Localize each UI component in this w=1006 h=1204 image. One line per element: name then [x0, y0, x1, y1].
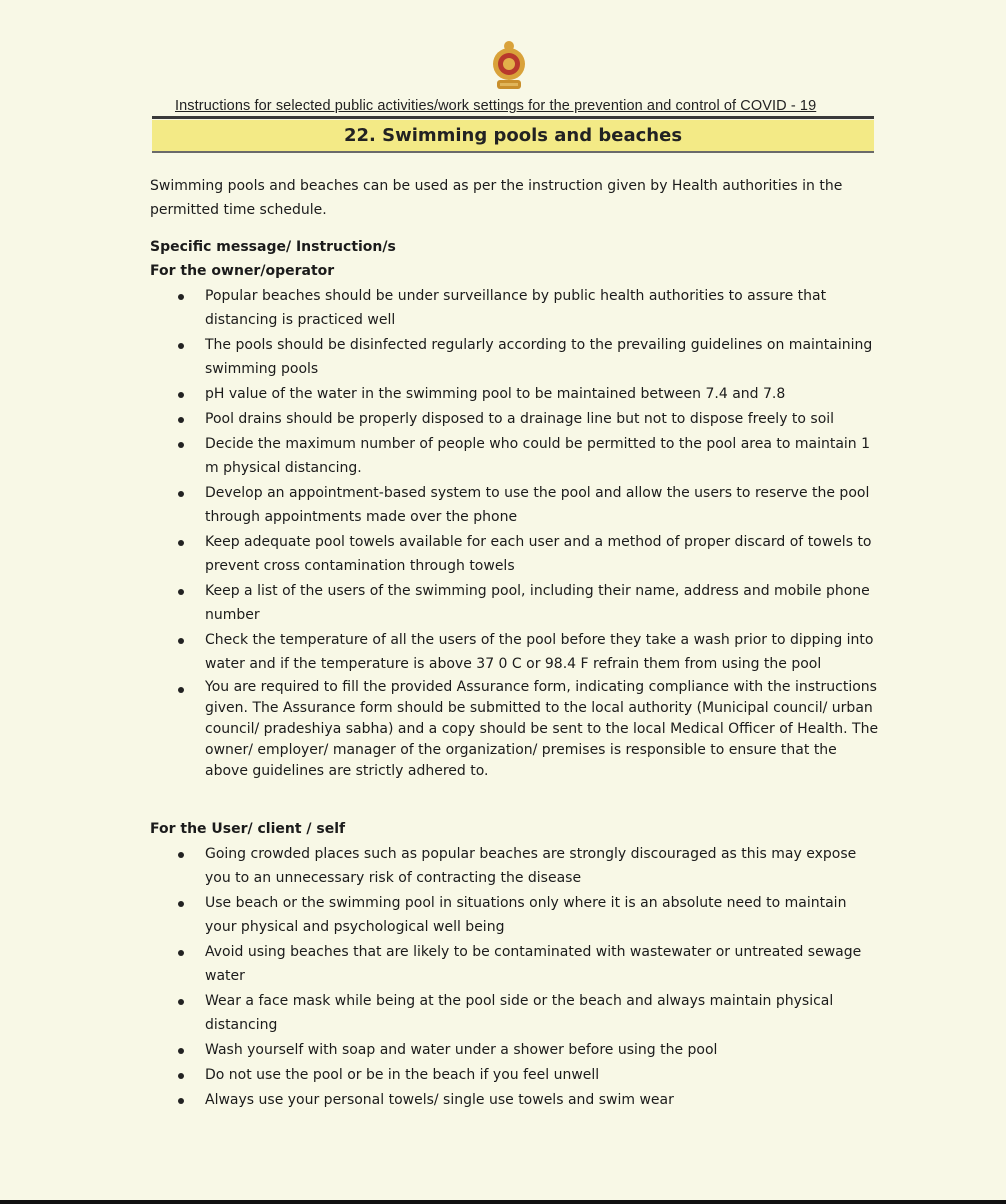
list-item: Develop an appointment-based system to use the pool and allow the users to reserve the pool through appointments made over the phone — [150, 481, 880, 529]
user-instruction-list — [150, 842, 880, 1113]
list-item: Pool drains should be properly disposed to a drainage line but not to dispose freely to soil — [150, 407, 880, 431]
section-title: 22. Swimming pools and beaches — [343, 125, 683, 146]
list-item: You are required to fill the provided Assurance form, indicating compliance with the instructions given. The Assurance form should be submitted to the local authority (Municipal council/ urban council/ pradeshiya sabha) and a copy should be sent to the local Medical Officer of Health. The owner/ employer/ manager of the organization/ premises is responsible to ensure that the above guidelines are strictly adhered to. — [150, 677, 880, 782]
owner-instruction-list — [150, 284, 880, 783]
list-item: Always use your personal towels/ single use towels and swim wear — [150, 1088, 880, 1112]
running-title: Instructions for selected public activities/work settings for the prevention and control of COVID - 19 — [175, 98, 817, 114]
list-item: Popular beaches should be under surveillance by public health authorities to assure that distancing is practiced well — [150, 284, 880, 332]
national-emblem-icon — [491, 40, 527, 92]
list-item: pH value of the water in the swimming pool to be maintained between 7.4 and 7.8 — [150, 382, 880, 406]
section-title-band — [152, 120, 874, 153]
list-item: Going crowded places such as popular beaches are strongly discouraged as this may expose you to an unnecessary risk of contracting the disease — [150, 842, 880, 890]
intro-paragraph: Swimming pools and beaches can be used as per the instruction given by Health authorities in the permitted time schedule. — [150, 178, 843, 218]
list-item: Keep a list of the users of the swimming pool, including their name, address and mobile phone number — [150, 579, 880, 627]
user-heading: For the User/ client / self — [150, 821, 346, 837]
list-item: Avoid using beaches that are likely to be contaminated with wastewater or untreated sewage water — [150, 940, 880, 988]
list-item: Do not use the pool or be in the beach if you feel unwell — [150, 1063, 880, 1087]
list-item: The pools should be disinfected regularly according to the prevailing guidelines on maintaining swimming pools — [150, 333, 880, 381]
list-item: Check the temperature of all the users of the pool before they take a wash prior to dipping into water and if the temperature is above 37 0 C or 98.4 F refrain them from using the pool — [150, 628, 880, 676]
specific-heading: Specific message/ Instruction/s — [150, 239, 396, 255]
list-item: Use beach or the swimming pool in situations only where it is an absolute need to maintain your physical and psychological well being — [150, 891, 880, 939]
page-bottom-edge — [0, 1200, 1006, 1204]
list-item: Wash yourself with soap and water under a shower before using the pool — [150, 1038, 880, 1062]
list-item: Keep adequate pool towels available for each user and a method of proper discard of towels to prevent cross contamination through towels — [150, 530, 880, 578]
owner-heading: For the owner/operator — [150, 263, 335, 279]
list-item: Decide the maximum number of people who could be permitted to the pool area to maintain 1 m physical distancing. — [150, 432, 880, 480]
list-item: Wear a face mask while being at the pool side or the beach and always maintain physical distancing — [150, 989, 880, 1037]
header-rule — [152, 116, 874, 119]
